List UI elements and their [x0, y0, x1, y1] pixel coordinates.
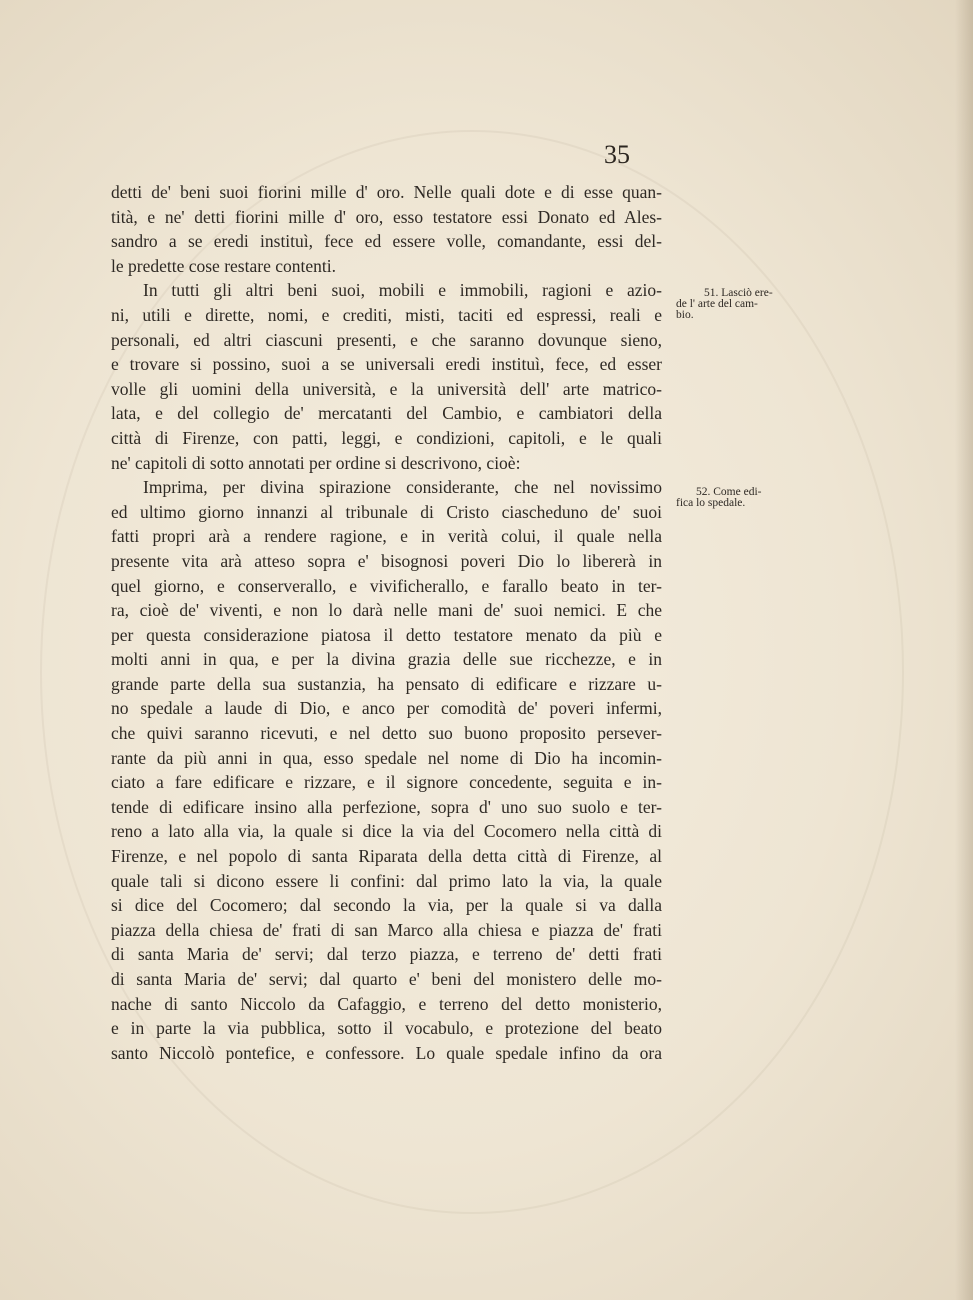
text-line: città di Firenze, con patti, leggi, e condizioni, capitoli, e le quali — [111, 427, 662, 448]
paragraph-start-line: Imprima, per divina spirazione considerante, che nel novissimo — [143, 477, 662, 498]
text-line: quale tali si dicono essere li confini: dal primo lato la via, la quale — [111, 870, 662, 891]
text-line: rante da più anni in qua, esso spedale nel nome di Dio ha incomin- — [111, 747, 662, 768]
text-line: no spedale a laude di Dio, e anco per comodità de' poveri infermi, — [111, 698, 662, 719]
page-edge-shadow — [955, 0, 973, 1300]
text-line: nache di santo Niccolo da Cafaggio, e terreno del detto monisterio, — [111, 993, 662, 1014]
text-line: di santa Maria de' servi; dal terzo piazza, e terreno de' detti frati — [111, 944, 662, 965]
text-line: molti anni in qua, e per la divina grazia delle sue ricchezze, e in — [111, 649, 662, 670]
text-line: quel giorno, e conserverallo, e vivificherallo, e farallo beato in ter- — [111, 575, 662, 596]
text-line: ed ultimo giorno innanzi al tribunale di Cristo ciascheduno de' suoi — [111, 501, 662, 522]
margin-note-line: 51. Lasciò ere- — [704, 287, 773, 299]
text-line: ni, utili e dirette, nomi, e crediti, misti, taciti ed espressi, reali e — [111, 304, 662, 325]
text-line: ne' capitoli di sotto annotati per ordine si descrivono, cioè: — [111, 452, 521, 473]
text-line: detti de' beni suoi fiorini mille d' oro. Nelle quali dote e di esse quan- — [111, 182, 662, 202]
text-line: Firenze, e nel popolo di santa Riparata della detta città di Firenze, al — [111, 846, 662, 867]
text-line: per questa considerazione piatosa il detto testatore menato da più e — [111, 624, 662, 645]
text-line: si dice del Cocomero; dal secondo la via, per la quale si va dalla — [111, 895, 662, 916]
text-line: le predette cose restare contenti. — [111, 255, 336, 276]
text-line: volle gli uomini della università, e la università dell' arte matrico- — [111, 378, 662, 399]
text-line: tità, e ne' detti fiorini mille d' oro, esso testatore essi Donato ed Ales- — [111, 206, 662, 227]
text-line: grande parte della sua sustanzia, ha pensato di edificare e rizzare u- — [111, 673, 662, 694]
margin-note-line: bio. — [676, 309, 694, 321]
text-line: santo Niccolò pontefice, e confessore. Lo quale spedale infino da ora — [111, 1042, 662, 1063]
text-line: piazza della chiesa de' frati di san Marco alla chiesa e piazza de' frati — [111, 919, 662, 940]
page-number: 35 — [604, 140, 630, 169]
text-line: ciato a fare edificare e rizzare, e il signore concedente, seguita e in- — [111, 772, 662, 793]
text-line: tende di edificare insino alla perfezione, sopra d' uno suo suolo e ter- — [111, 796, 662, 817]
text-line: personali, ed altri ciascuni presenti, e che saranno dovunque sieno, — [111, 329, 662, 350]
main-text-block — [111, 180, 662, 1065]
text-line: lata, e del collegio de' mercatanti del Cambio, e cambiatori della — [111, 403, 662, 424]
margin-note-52 — [676, 487, 771, 509]
margin-note-line: fica lo spedale. — [676, 497, 746, 509]
text-line: che quivi saranno ricevuti, e nel detto suo buono proposito persever- — [111, 723, 662, 744]
text-line: e trovare si possino, suoi a se universali eredi instituì, fece, ed esser — [111, 354, 662, 375]
margin-note-51 — [676, 288, 771, 321]
text-line: sandro a se eredi instituì, fece ed essere volle, comandante, essi del- — [111, 231, 662, 252]
margin-note-line: 52. Come edi- — [696, 486, 762, 498]
text-line: fatti propri arà a rendere ragione, e in verità colui, il quale nella — [111, 526, 662, 547]
paragraph-start-line: In tutti gli altri beni suoi, mobili e immobili, ragioni e azio- — [143, 280, 662, 301]
margin-note-line: de l' arte del cam- — [676, 298, 758, 310]
text-line: e in parte la via pubblica, sotto il vocabulo, e protezione del beato — [111, 1018, 662, 1039]
text-line: presente vita arà atteso sopra e' bisognosi poveri Dio lo libererà in — [111, 550, 662, 571]
text-line: ra, cioè de' viventi, e non lo darà nelle mani de' suoi nemici. E che — [111, 600, 662, 621]
text-line: reno a lato alla via, la quale si dice la via del Cocomero nella città di — [111, 821, 662, 842]
text-line: di santa Maria de' servi; dal quarto e' beni del monistero delle mo- — [111, 969, 662, 989]
